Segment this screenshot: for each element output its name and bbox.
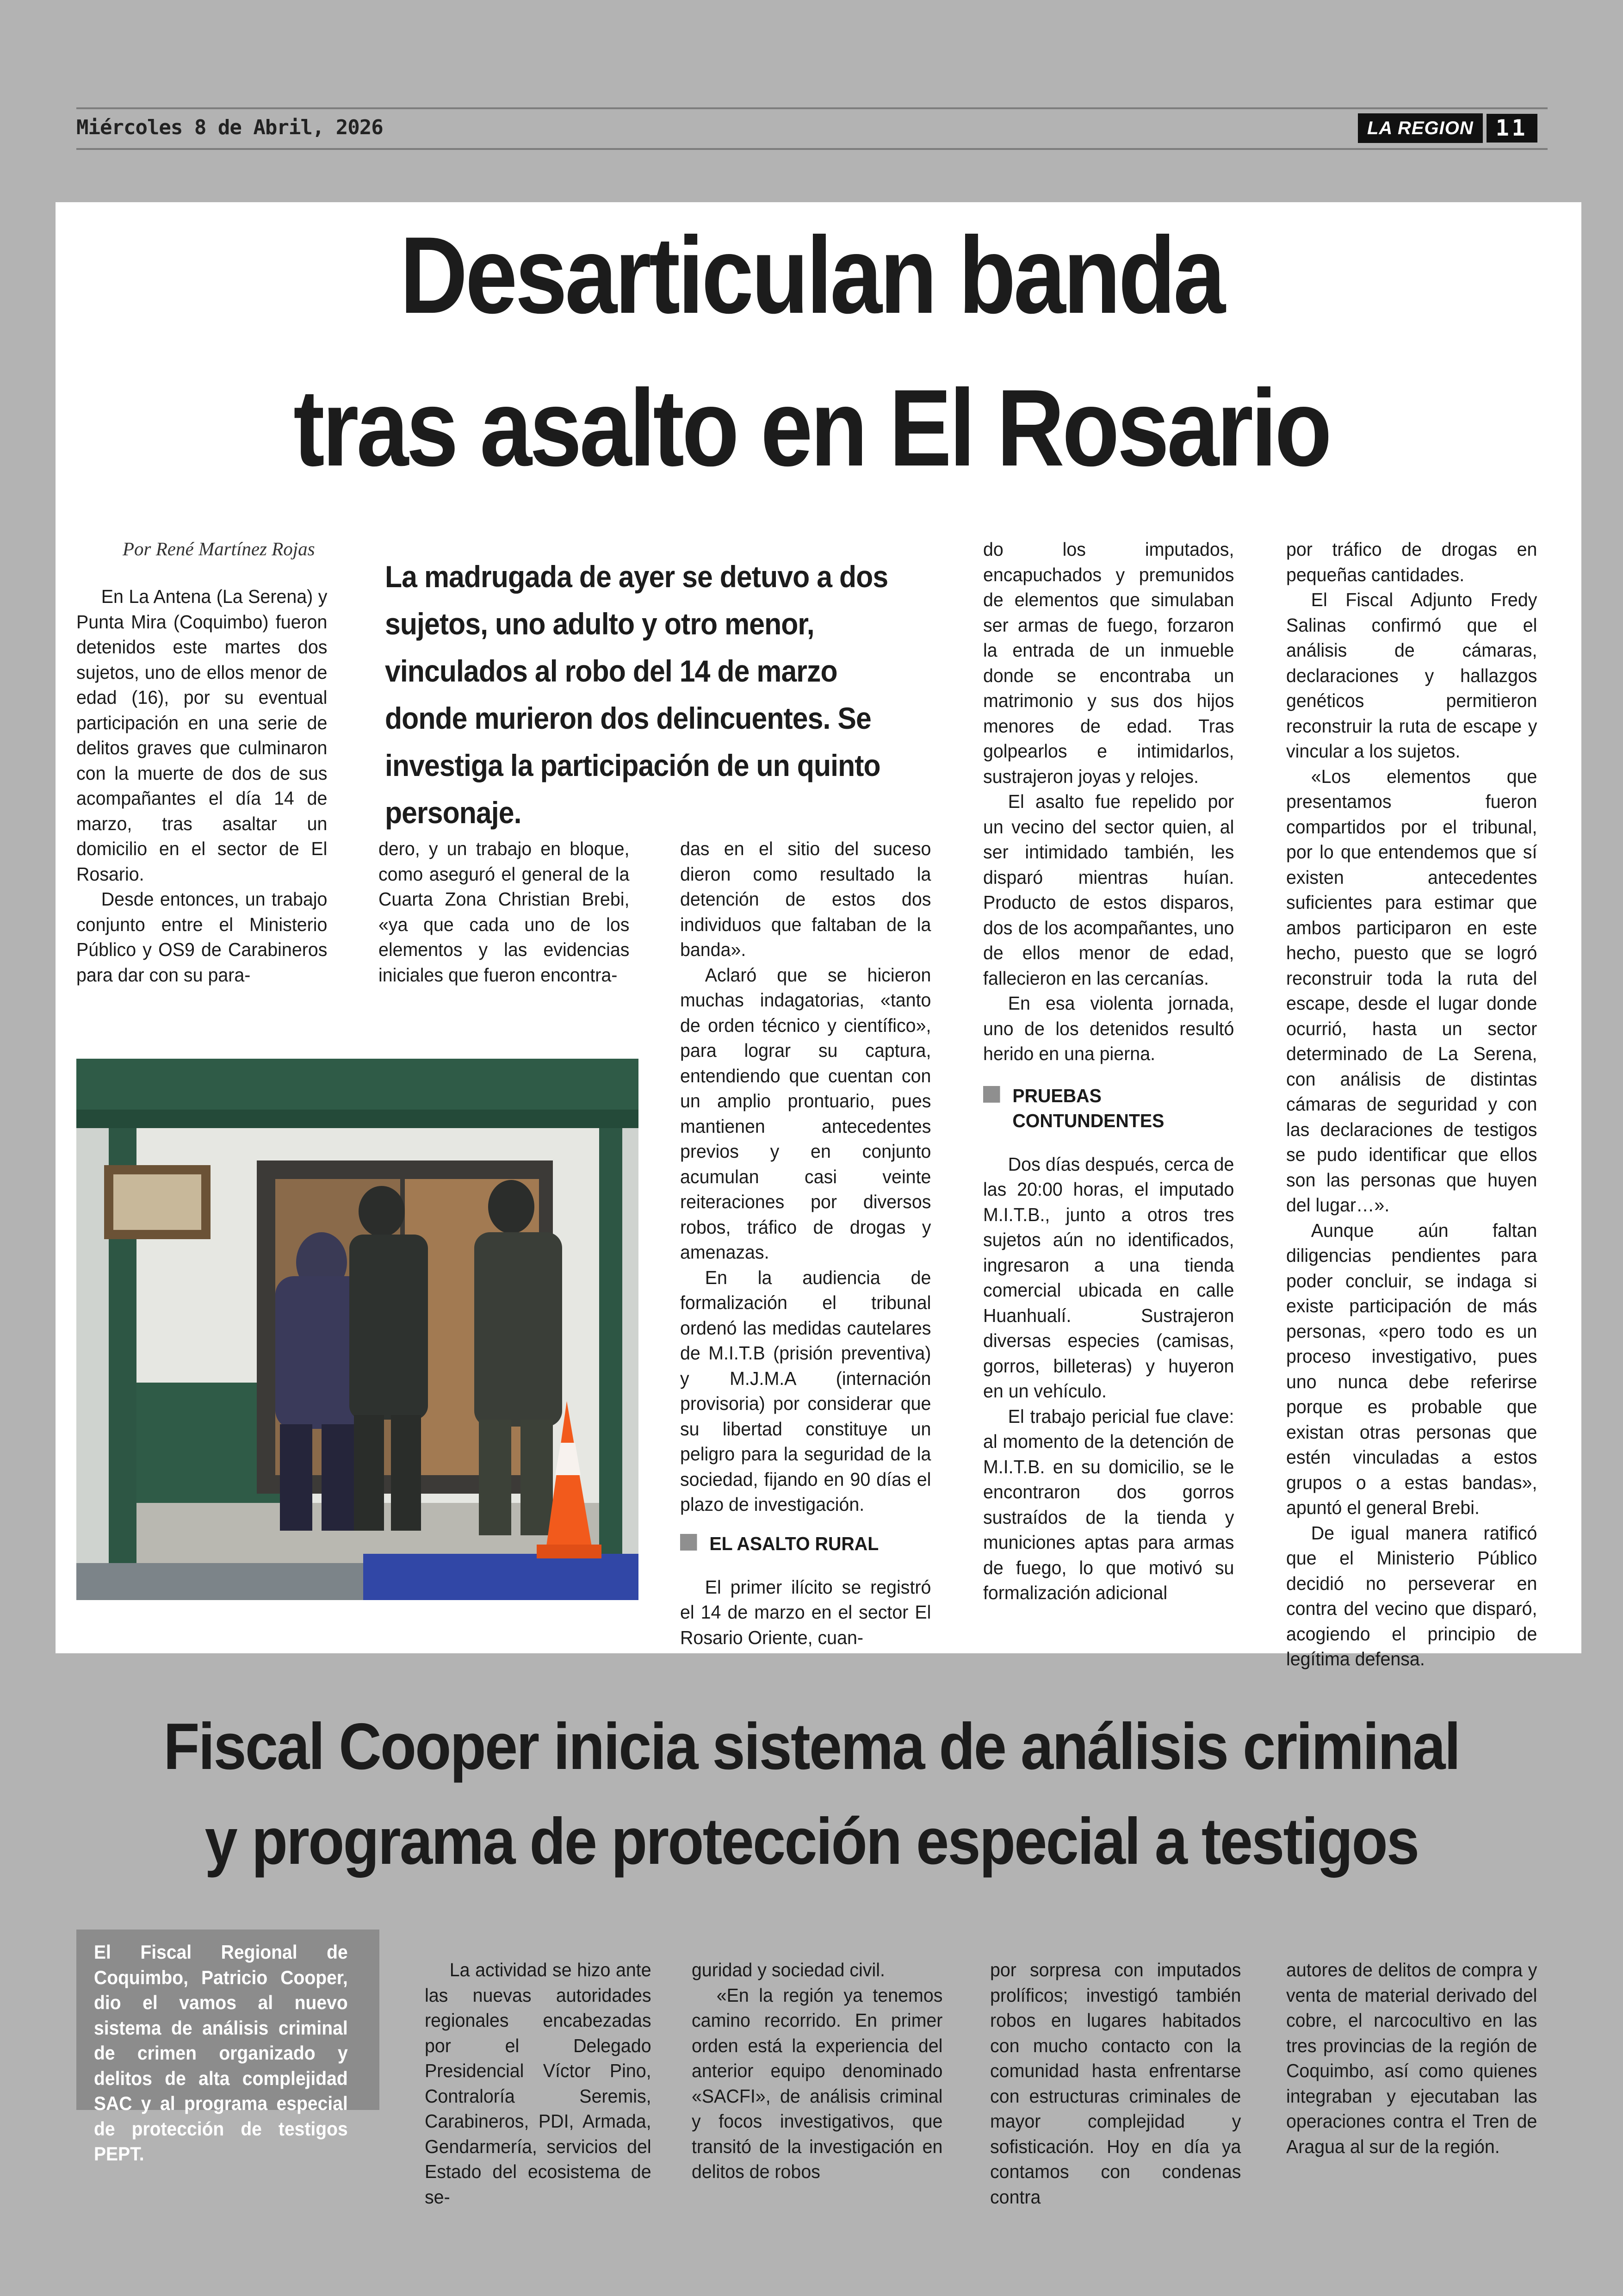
paragraph: El primer ilícito se registró el 14 de marzo en el sector El Rosario Oriente, cuan- xyxy=(680,1576,931,1648)
masthead xyxy=(1358,113,1537,143)
paragraph: De igual manera ratificó que el Ministerio Público decidió no perseverar en contra del vecino que disparó, acogiendo el principio de legítima defensa. xyxy=(1286,1522,1537,1669)
paragraph: por sorpresa con imputados prolíficos; investigó también robos en lugares habitados con mucho contacto con la comunidad hasta enfrentarse con estructuras criminales de mayor complejidad y sofisticación. Hoy en día ya contamos con condenas contra xyxy=(990,1959,1241,2208)
page-number: 11 xyxy=(1487,114,1537,143)
subheading-square-icon xyxy=(983,1086,1000,1103)
subheading-text: EL ASALTO RURAL xyxy=(709,1533,879,1554)
subheading-square-icon xyxy=(680,1534,697,1551)
subheading-pruebas xyxy=(983,1083,1234,1133)
headline-line-1: Desarticulan banda xyxy=(400,214,1223,336)
article-column-2 xyxy=(378,836,629,998)
secondary-headline-line-2: y programa de protección especial a testigos xyxy=(204,1805,1419,1878)
secondary-column-2 xyxy=(692,1957,942,2184)
summary-text-block xyxy=(94,1940,348,2167)
issue-date: Miércoles 8 de Abril, 2026 xyxy=(76,116,383,139)
paragraph: guridad y sociedad civil. xyxy=(692,1959,885,1980)
paragraph: El Fiscal Adjunto Fredy Salinas confirmó que el análisis de cámaras, declaraciones y hallazgos genéticos permitieron reconstruir la ruta de escape y vincular a los sujetos. xyxy=(1286,589,1537,762)
paragraph: dero, y un trabajo en bloque, como aseguró el general de la Cuarta Zona Christian Brebi, «ya que cada uno de los elementos y las evidencias iniciales que fueron encontra- xyxy=(378,838,630,986)
paragraph: das en el sitio del suceso dieron como resultado la detención de estos dos individuos que faltaban de la banda». xyxy=(680,838,931,960)
paragraph: En La Antena (La Serena) y Punta Mira (Coquimbo) fueron detenidos este martes dos sujetos, uno de ellos menor de edad (16), por su eventual participación en una serie de delitos graves que culminaron con la muerte de dos de sus acompañantes el día 14 de marzo, tras asaltar un domicilio en el sector de El Rosario. xyxy=(76,586,328,885)
arrest-photo-illustration xyxy=(76,1059,638,1600)
paragraph: Aunque aún faltan diligencias pendientes para poder concluir, se indaga si existe participación de más personas, «pero todo es un proceso investigativo, pues uno nunca debe referirse porque es probable que existan otras personas que estén vinculadas a estos grupos o a estas bandas», apuntó el general Brebi. xyxy=(1286,1219,1537,1518)
paragraph: «En la región ya tenemos camino recorrido. En primer orden está la experiencia del anterior equipo denominado «SACFI», de análisis criminal y focos investigativos, que transitó de la investigación en delitos de robos xyxy=(692,1984,943,2182)
headline-line-2: tras asalto en El Rosario xyxy=(293,367,1330,489)
article-photo xyxy=(76,1059,638,1600)
subheading-rural xyxy=(680,1531,931,1556)
article-column-3 xyxy=(680,836,931,1648)
byline: Por René Martínez Rojas xyxy=(123,538,315,559)
newspaper-logo: LA REGION xyxy=(1358,113,1483,143)
secondary-column-4 xyxy=(1286,1957,1537,2159)
paragraph: autores de delitos de compra y venta de material derivado del cobre, el narcocultivo en las tres provincias de la región de Coquimbo, así como quienes integraban y ejecutaban las operaciones contra el Tren de Aragua al sur de la región. xyxy=(1286,1959,1537,2157)
paragraph: do los imputados, encapuchados y premunidos de elementos que simulaban ser armas de fuego, forzaron la entrada de un inmueble donde se encontraba un matrimonio y sus dos hijos menores de edad. Tras golpearlos e intimidarlos, sustrajeron joyas y relojes. xyxy=(983,539,1234,787)
secondary-column-3 xyxy=(990,1957,1241,2209)
header-rule-top xyxy=(76,107,1548,109)
article-column-5 xyxy=(1286,537,1537,1669)
paragraph: Desde entonces, un trabajo conjunto entre el Ministerio Público y OS9 de Carabineros para dar con su para- xyxy=(76,888,328,986)
paragraph: En la audiencia de formalización el tribunal ordenó las medidas cautelares de M.I.T.B (prisión preventiva) y M.J.M.A (internación provisoria) por considerar que su libertad constituye un peligro para la seguridad de la sociedad, fijando en 90 días el plazo de investigación. xyxy=(680,1266,931,1515)
article-column-4 xyxy=(983,537,1234,1624)
paragraph: El asalto fue repelido por un vecino del sector quien, al ser intimidado también, les disparó mientras huían. Producto de estos disparos, dos de los acompañantes, uno de ellos menor de edad, fallecieron en las cercanías. xyxy=(983,791,1234,989)
secondary-column-1 xyxy=(425,1957,651,2209)
secondary-headline-line-1: Fiscal Cooper inicia sistema de análisis criminal xyxy=(163,1710,1460,1783)
paragraph: En esa violenta jornada, uno de los detenidos resultó herido en una pierna. xyxy=(983,993,1234,1064)
paragraph: La actividad se hizo ante las nuevas autoridades regionales encabezadas por el Delegado Presidencial Víctor Pino, Contraloría Seremis, Carabineros, PDI, Armada, Gendarmería, servicios del Estado del ecosistema de se- xyxy=(425,1959,651,2208)
paragraph: por tráfico de drogas en pequeñas cantidades. xyxy=(1286,539,1537,585)
summary-text: El Fiscal Regional de Coquimbo, Patricio Cooper, dio el vamos al nuevo sistema de análisis criminal de crimen organizado y delitos de alta complejidad SAC y al programa especial de protección de testigos PEPT. xyxy=(94,1941,348,2165)
lead-paragraph xyxy=(385,553,909,836)
paragraph: Dos días después, cerca de las 20:00 horas, el imputado M.I.T.B., junto a otros tres sujetos aún no identificados, ingresaron a una tienda comercial ubicada en calle Huanhualí. Sustrajeron diversas especies (camisas, gorros, billeteras) y huyeron en un vehículo. xyxy=(983,1153,1234,1402)
article-column-1 xyxy=(76,584,327,1000)
paragraph: El trabajo pericial fue clave: al momento de la detención de M.I.T.B. en su domicilio, se le encontraron dos gorros sustraídos de la tienda y municiones aptas para armas de fuego, lo que motivó su formalización adicional xyxy=(983,1405,1234,1603)
subheading-text: PRUEBAS CONTUNDENTES xyxy=(1012,1085,1165,1131)
summary-box xyxy=(76,1930,379,2165)
header-rule-bottom xyxy=(76,148,1548,150)
paragraph: «Los elementos que presentamos fueron compartidos por el tribunal, por lo que entendemos que sí existen antecedentes suficientes para estimar que ambos participaron en este hecho, puesto que se logró reconstruir toda la ruta del escape, desde el lugar donde ocurrió, hasta un sector determinado de La Serena, con análisis de distintas cámaras de seguridad y con las declaraciones de testigos se pudo identificar que ellos son las personas que huyen del lugar…». xyxy=(1286,765,1537,1216)
lead-text: La madrugada de ayer se detuvo a dos sujetos, uno adulto y otro menor, vinculados al robo del 14 de marzo donde murieron dos delincuentes. Se investiga la participación de un quinto personaje. xyxy=(385,559,888,830)
paragraph: Aclaró que se hicieron muchas indagatorias, «tanto de orden técnico y científico», para lograr su captura, entendiendo que cuentan con un amplio prontuario, pues mantienen antecedentes previos y en conjunto acumulan casi veinte reiteraciones por diversos robos, tráfico de drogas y amenazas. xyxy=(680,964,931,1263)
